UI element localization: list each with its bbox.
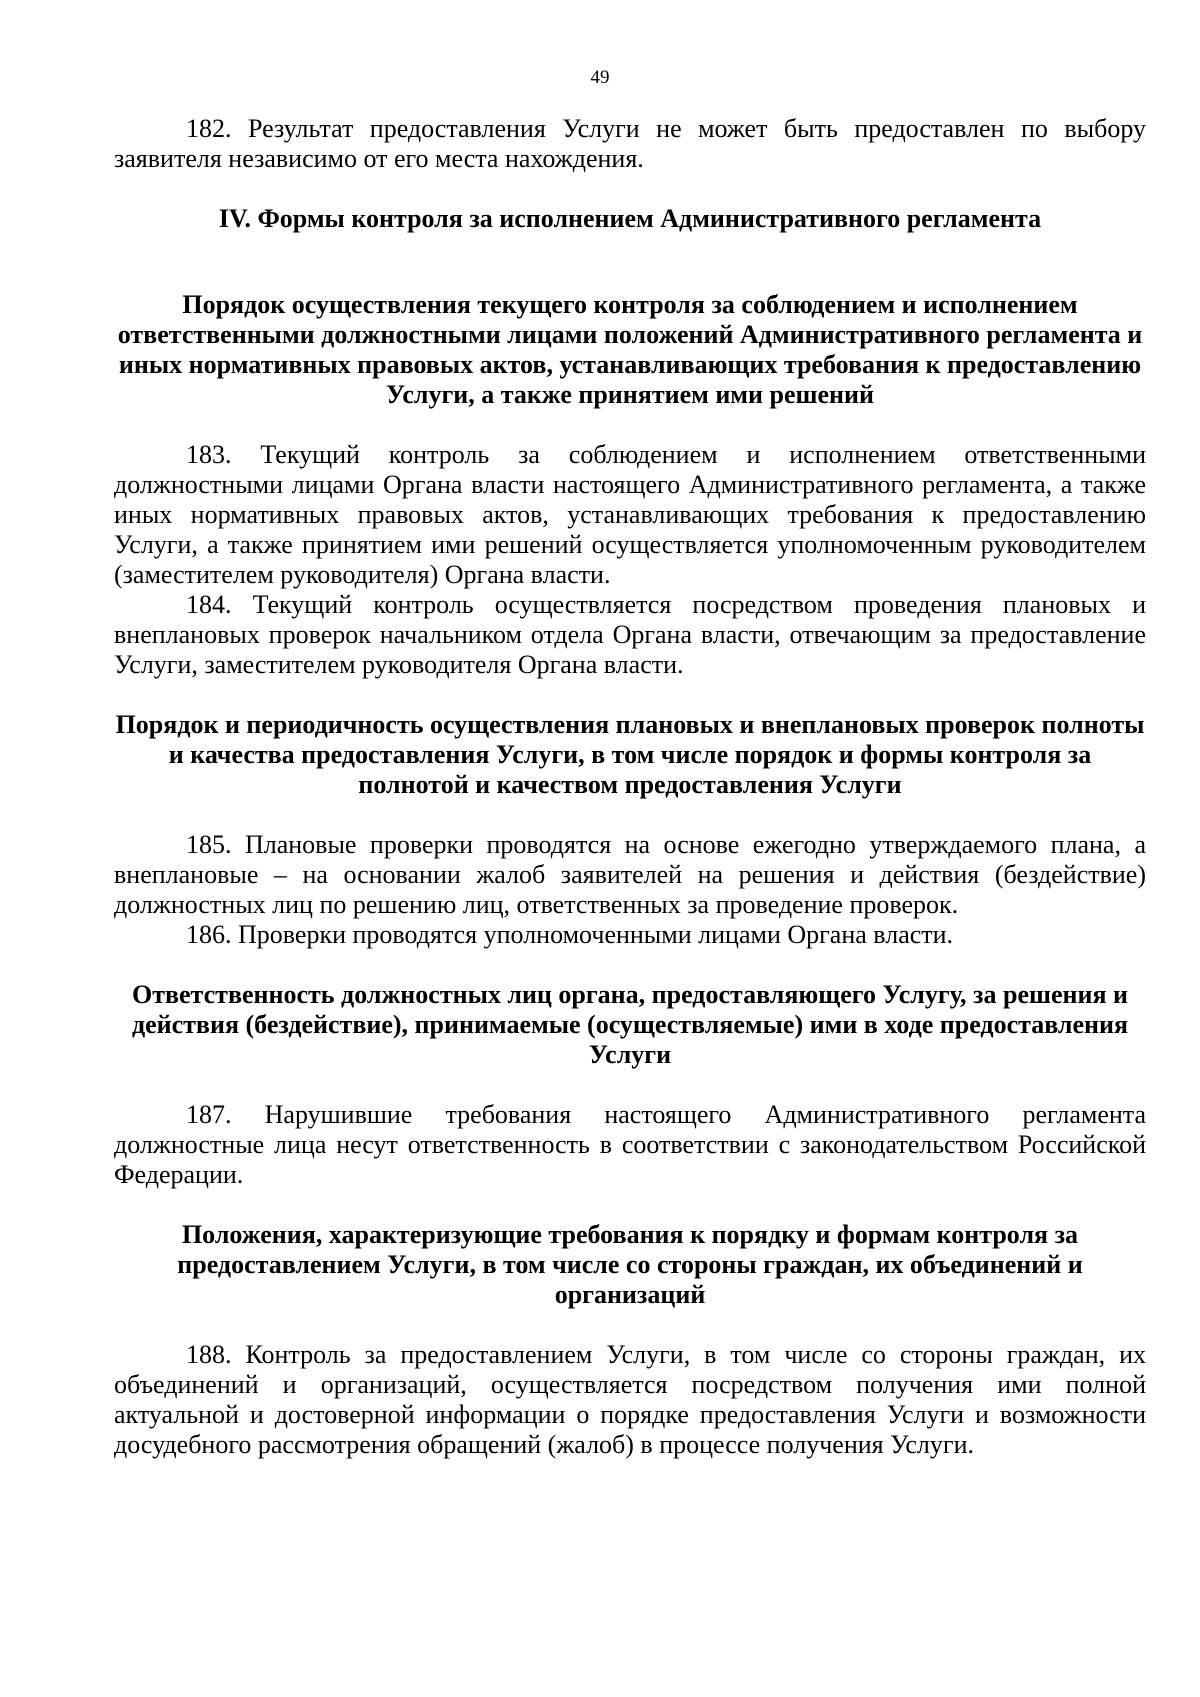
paragraph-187: 187. Нарушившие требования настоящего Административного регламента должностные лица несут ответственность в соответствии с законодательством Российской Федерации.	[114, 1100, 1146, 1189]
heading-periodic-checks: Порядок и периодичность осуществления плановых и внеплановых проверок полноты и качества предоставления Услуги, в том числе порядок и формы контроля за полнотой и качеством предоставления Услуги	[115, 710, 1145, 799]
paragraph-185: 185. Плановые проверки проводятся на основе ежегодно утверждаемого плана, а внеплановые – на основании жалоб заявителей на решения и действия (бездействие) должностных лиц по решению лиц, ответственных за проведение проверок.	[114, 830, 1146, 919]
paragraph-184: 184. Текущий контроль осуществляется посредством проведения плановых и внеплановых проверок начальником отдела Органа власти, отвечающим за предоставление Услуги, заместителем руководителя Органа власти.	[114, 590, 1146, 679]
page-number: 49	[590, 67, 610, 88]
paragraph-182: 182. Результат предоставления Услуги не может быть предоставлен по выбору заявителя независимо от его места нахождения.	[114, 114, 1146, 173]
heading-public-control: Положения, характеризующие требования к порядку и формам контроля за предоставлением Услуги, в том числе со стороны граждан, их объединений и организаций	[177, 1220, 1083, 1309]
heading-current-control: Порядок осуществления текущего контроля за соблюдением и исполнением ответственными должностными лицами положений Административного регламента и иных нормативных правовых актов, устанавливающих требования к предоставлению Услуги, а также принятием ими решений	[117, 290, 1143, 409]
paragraph-183: 183. Текущий контроль за соблюдением и исполнением ответственными должностными лицами Органа власти настоящего Административного регламента, а также иных нормативных правовых актов, устанавливающих требования к предоставлению Услуги, а также принятием ими решений осуществляется уполномоченным руководителем (заместителем руководителя) Органа власти.	[114, 440, 1146, 589]
heading-responsibility: Ответственность должностных лиц органа, предоставляющего Услугу, за решения и действия (бездействие), принимаемые (осуществляемые) ими в ходе предоставления Услуги	[131, 980, 1129, 1069]
paragraph-186: 186. Проверки проводятся уполномоченными лицами Органа власти.	[186, 920, 954, 949]
document-body	[114, 114, 1146, 1460]
paragraph-188: 188. Контроль за предоставлением Услуги, в том числе со стороны граждан, их объединений и организаций, осуществляется посредством получения ими полной актуальной и достоверной информации о порядке предоставления Услуги и возможности досудебного рассмотрения обращений (жалоб) в процессе получения Услуги.	[114, 1340, 1146, 1459]
section-4-title: IV. Формы контроля за исполнением Административного регламента	[218, 204, 1042, 233]
